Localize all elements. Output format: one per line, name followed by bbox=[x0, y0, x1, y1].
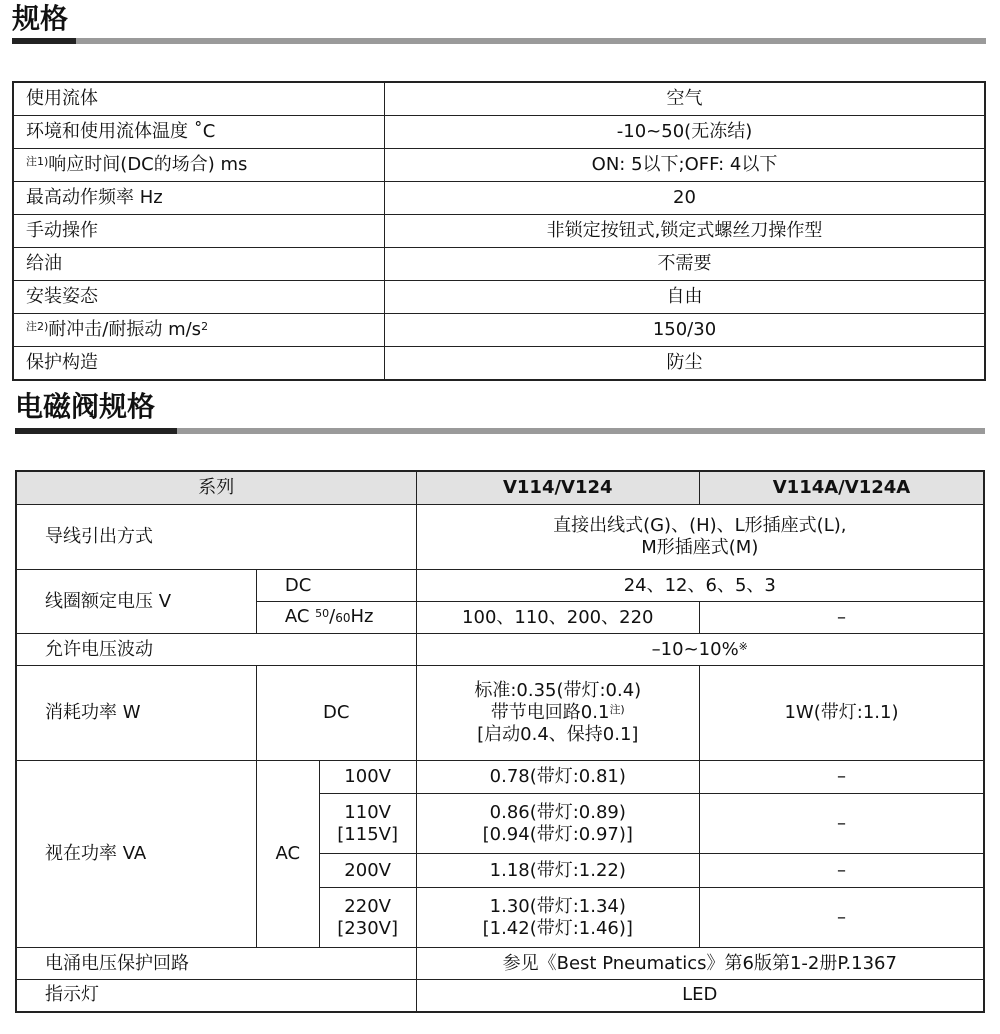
voltage-ac-value-a: – bbox=[699, 602, 984, 634]
spec-label: 安装姿态 bbox=[13, 281, 385, 314]
spec-label: 环境和使用流体温度 ˚C bbox=[13, 116, 385, 149]
lead-wire-row bbox=[16, 505, 984, 570]
valve-title-rule bbox=[15, 428, 985, 434]
apparent-voltage: 110V [115V] bbox=[319, 794, 416, 854]
series-label: 系列 bbox=[16, 471, 416, 505]
lead-wire-value bbox=[416, 505, 984, 570]
voltage-dc-row bbox=[16, 570, 984, 602]
spec-row bbox=[13, 149, 985, 182]
spec-value: 不需要 bbox=[385, 248, 986, 281]
lead-wire-value-line2: M形插座式(M) bbox=[641, 537, 759, 558]
spec-label: 最高动作频率 Hz bbox=[13, 182, 385, 215]
spec-label: 保护构造 bbox=[13, 347, 385, 381]
spec-value: 150/30 bbox=[385, 314, 986, 347]
spec-row bbox=[13, 215, 985, 248]
spec-label: $^{注2)}$耐冲击/耐振动 $m/s^2$ bbox=[13, 314, 385, 347]
voltage-ac-value: 100、110、200、220 bbox=[416, 602, 699, 634]
apparent-value: 1.30(带灯:1.34) [1.42(带灯:1.46)] bbox=[416, 888, 699, 948]
spec-value: 20 bbox=[385, 182, 986, 215]
apparent-value: 1.18(带灯:1.22) bbox=[416, 854, 699, 888]
fluctuation-value: –10~10%※ bbox=[416, 634, 984, 666]
surge-row bbox=[16, 948, 984, 980]
apparent-row-1 bbox=[16, 761, 984, 794]
spec-value: -10~50(无冻结) bbox=[385, 116, 986, 149]
apparent-value-a: – bbox=[699, 888, 984, 948]
spec-row bbox=[13, 314, 985, 347]
apparent-voltage: 100V bbox=[319, 761, 416, 794]
spec-row bbox=[13, 182, 985, 215]
power-value-a: 1W(带灯:1.1) bbox=[699, 666, 984, 761]
spec-label: 手动操作 bbox=[13, 215, 385, 248]
spec-row bbox=[13, 82, 985, 116]
specs-table bbox=[12, 81, 986, 381]
spec-row bbox=[13, 347, 985, 381]
power-row bbox=[16, 666, 984, 761]
spec-value: 空气 bbox=[385, 82, 986, 116]
apparent-value-a: – bbox=[699, 854, 984, 888]
indicator-value: LED bbox=[416, 980, 984, 1012]
apparent-type: AC bbox=[256, 761, 319, 948]
indicator-label: 指示灯 bbox=[16, 980, 416, 1012]
apparent-value-a: – bbox=[699, 794, 984, 854]
spec-row bbox=[13, 248, 985, 281]
valve-header-row bbox=[16, 471, 984, 505]
spec-value: 非锁定按钮式,锁定式螺丝刀操作型 bbox=[385, 215, 986, 248]
voltage-label: 线圈额定电压 V bbox=[16, 570, 256, 634]
series-v114: V114/V124 bbox=[416, 471, 699, 505]
series-v114a: V114A/V124A bbox=[699, 471, 984, 505]
fluctuation-label: 允许电压波动 bbox=[16, 634, 416, 666]
spec-value: 防尘 bbox=[385, 347, 986, 381]
apparent-voltage: 220V [230V] bbox=[319, 888, 416, 948]
spec-row bbox=[13, 281, 985, 314]
voltage-dc-value: 24、12、6、5、3 bbox=[416, 570, 984, 602]
indicator-row bbox=[16, 980, 984, 1012]
spec-row bbox=[13, 116, 985, 149]
spec-note: 注1) bbox=[26, 155, 49, 168]
spec-note: 注2) bbox=[26, 320, 49, 333]
apparent-value: 0.78(带灯:0.81) bbox=[416, 761, 699, 794]
apparent-label: 视在功率 VA bbox=[16, 761, 256, 948]
lead-wire-value-line1: 直接出线式(G)、(H)、L形插座式(L), bbox=[553, 515, 847, 536]
apparent-voltage: 200V bbox=[319, 854, 416, 888]
valve-title: 电磁阀规格 bbox=[15, 390, 156, 423]
spec-label: 使用流体 bbox=[13, 82, 385, 116]
power-type: DC bbox=[256, 666, 416, 761]
specs-title: 规格 bbox=[12, 2, 69, 35]
lead-wire-label: 导线引出方式 bbox=[16, 505, 416, 570]
apparent-value: 0.86(带灯:0.89) [0.94(带灯:0.97)] bbox=[416, 794, 699, 854]
surge-value: 参见《Best Pneumatics》第6版第1-2册P.1367 bbox=[416, 948, 984, 980]
fluctuation-row bbox=[16, 634, 984, 666]
spec-value: ON: 5以下;OFF: 4以下 bbox=[385, 149, 986, 182]
spec-label: 给油 bbox=[13, 248, 385, 281]
apparent-value-a: – bbox=[699, 761, 984, 794]
power-value: 标准:0.35(带灯:0.4) 带节电回路$0.1^{注)}$ [启动0.4、保持0.1] bbox=[416, 666, 699, 761]
spec-label: $^{注1)}$响应时间(DC的场合) ms bbox=[13, 149, 385, 182]
surge-label: 电涌电压保护回路 bbox=[16, 948, 416, 980]
spec-value: 自由 bbox=[385, 281, 986, 314]
valve-table bbox=[15, 470, 985, 1013]
specs-title-rule bbox=[12, 38, 986, 44]
voltage-ac-type: AC $^{50}$/60Hz bbox=[256, 602, 416, 634]
power-label: 消耗功率 W bbox=[16, 666, 256, 761]
voltage-dc-type: DC bbox=[256, 570, 416, 602]
